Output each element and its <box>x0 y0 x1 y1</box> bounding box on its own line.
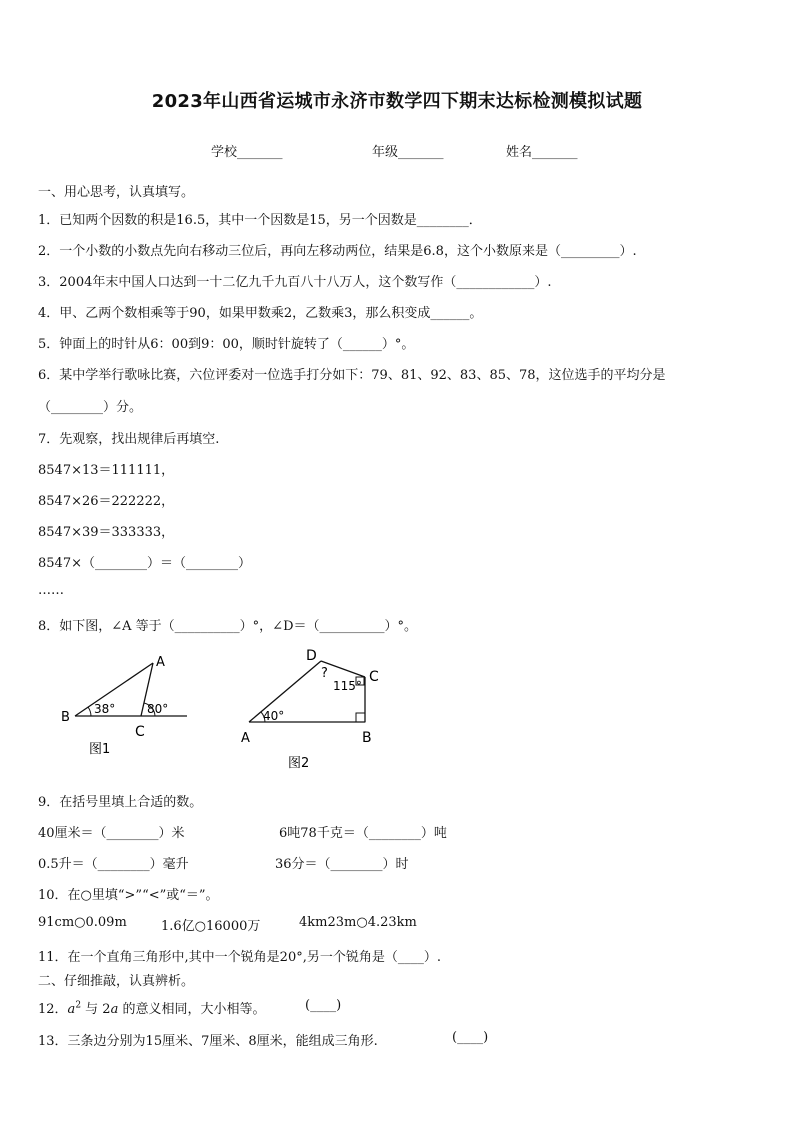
question-8: 8．如下图，∠A 等于（__________）°，∠D＝（__________）°。 <box>38 619 417 634</box>
page-title: 2023年山西省运城市永济市数学四下期末达标检测模拟试题 <box>151 91 643 112</box>
question-13: 13．三条边分别为15厘米、7厘米、8厘米，能组成三角形. <box>38 1034 378 1049</box>
fig2-right-angle-mark <box>356 713 365 722</box>
fig1-label-a: A <box>156 655 165 670</box>
question-10: 10．在○里填“>”“<”或“＝”。 <box>38 888 219 903</box>
question-9-c: 0.5升＝（________）毫升 <box>38 857 189 872</box>
fig1-angle-b: 38° <box>94 702 116 716</box>
pattern-line-1: 8547×13＝111111， <box>38 463 175 478</box>
fig1-arc-b <box>88 707 91 716</box>
question-3: 3．2004年末中国人口达到一十二亿九千九百八十八万人，这个数写作（____________）. <box>38 275 552 290</box>
fig1-angle-c: 80° <box>147 702 169 716</box>
question-9-d: 36分＝（________）时 <box>275 857 409 872</box>
fig2-angle-c: 115° <box>333 679 362 693</box>
q12-var-a: a <box>67 1002 76 1017</box>
school-field: 学校_______ <box>211 145 283 160</box>
pattern-line-3: 8547×39＝333333， <box>38 525 175 540</box>
q12-text: 的意义相同，大小相等。 <box>118 1002 266 1017</box>
ellipsis: …… <box>38 583 64 598</box>
section-heading-1: 一、用心思考，认真填写。 <box>38 185 195 200</box>
question-10-a: 91cm○0.09m <box>38 915 127 930</box>
fig2-label-d: D <box>306 648 317 664</box>
q12-exponent: 2 <box>75 1000 82 1011</box>
question-7: 7．先观察，找出规律后再填空. <box>38 432 220 447</box>
fig2-angle-d: ? <box>321 666 328 681</box>
fig2-angle-a: 40° <box>263 709 285 723</box>
fig2-caption: 图2 <box>288 756 310 771</box>
question-9-b: 6吨78千克＝（________）吨 <box>279 826 447 841</box>
question-1: 1．已知两个因数的积是16.5，其中一个因数是15，另一个因数是________． <box>38 213 482 228</box>
section-heading-2: 二、仔细推敲，认真辨析。 <box>38 974 195 989</box>
pattern-line-2: 8547×26＝222222， <box>38 494 175 509</box>
question-10-b: 1.6亿○16000万 <box>161 919 261 934</box>
question-12 <box>38 998 266 1017</box>
fig1-caption: 图1 <box>89 742 111 757</box>
fig2-label-b: B <box>362 730 372 746</box>
figure-1 <box>55 650 195 760</box>
question-10-c: 4km23m○4.23km <box>299 915 417 930</box>
q12-var-a2: a <box>110 1002 119 1017</box>
question-5: 5．钟面上的时针从6：00到9：00，顺时针旋转了（______）°。 <box>38 337 415 352</box>
question-6-continuation: （________）分。 <box>38 400 143 415</box>
question-2: 2．一个小数的小数点先向右移动三位后，再向左移动两位，结果是6.8，这个小数原来是（_________）. <box>38 244 637 259</box>
q12-mid: 与 2 <box>81 1002 111 1017</box>
question-6: 6．某中学举行歌咏比赛，六位评委对一位选手打分如下：79、81、92、83、85、78，这位选手的平均分是 <box>38 368 666 383</box>
question-9: 9．在括号里填上合适的数。 <box>38 795 203 810</box>
fig2-side-da <box>249 661 321 722</box>
q13-answer-blank: (____) <box>452 1030 489 1045</box>
q12-answer-blank: (____) <box>305 998 342 1013</box>
question-9-a: 40厘米＝（________）米 <box>38 826 185 841</box>
fig1-label-b: B <box>61 710 70 725</box>
figure-2 <box>235 642 395 772</box>
q12-number: 12． <box>38 1002 68 1017</box>
fig2-label-c: C <box>369 669 379 685</box>
name-field: 姓名_______ <box>506 145 578 160</box>
question-4: 4．甲、乙两个数相乘等于90，如果甲数乘2，乙数乘3，那么积变成______。 <box>38 306 483 321</box>
fig2-label-a: A <box>241 731 250 746</box>
question-11: 11．在一个直角三角形中,其中一个锐角是20°,另一个锐角是（____）. <box>38 950 441 965</box>
pattern-line-4: 8547×（________）＝（________） <box>38 556 251 571</box>
grade-field: 年级_______ <box>372 145 444 160</box>
fig1-label-c: C <box>135 724 145 740</box>
